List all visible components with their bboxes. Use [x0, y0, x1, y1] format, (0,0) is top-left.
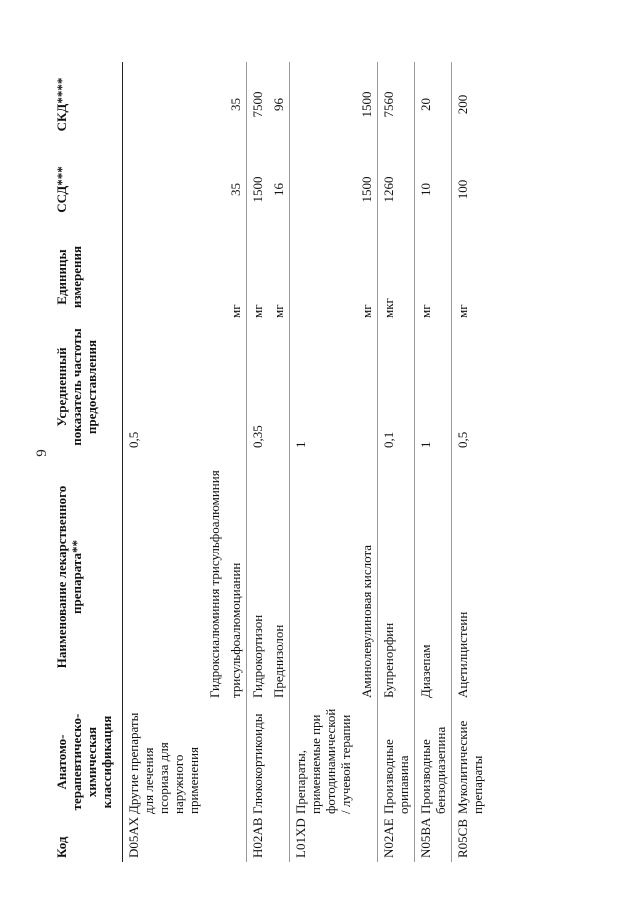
- row-drug-name: Аминолевулиновая кислота: [359, 544, 374, 698]
- row-code: L01XD: [290, 822, 357, 862]
- row-drug-name: Преднизолон: [271, 624, 286, 698]
- header-drug-name: Наименование лекарственного препарата**: [54, 485, 84, 669]
- row-frequency: 0,5: [123, 322, 205, 452]
- table-header-row: [50, 62, 123, 862]
- table-row: [123, 62, 205, 862]
- row-skd: 1500: [359, 91, 374, 118]
- row-ssd: 1500: [359, 176, 374, 203]
- row-code: D05AX: [123, 822, 205, 862]
- row-unit: мг: [228, 304, 243, 318]
- row-code: H02AB: [247, 822, 269, 862]
- row-ssd: 10: [415, 147, 452, 232]
- row-drug-name: [123, 452, 205, 702]
- header-frequency: Усредненный показатель частоты предоставления: [54, 328, 99, 446]
- row-skd: 20: [415, 62, 452, 147]
- header-classification: Анатомо-терапевтическо-химическая классификация: [54, 713, 114, 811]
- row-frequency: 1: [290, 322, 357, 452]
- row-skd: [123, 62, 205, 147]
- row-drug-name: [290, 452, 357, 702]
- row-unit: мг: [415, 232, 452, 322]
- row-ssd: 1260: [378, 147, 415, 232]
- row-drug-name: трисульфоалюмоцианин: [228, 562, 243, 698]
- table-row: [356, 62, 378, 862]
- table-row: [268, 62, 290, 862]
- table-row: [415, 62, 452, 862]
- table-row: [225, 62, 247, 862]
- row-unit: мкг: [378, 232, 415, 322]
- row-frequency: 0,1: [378, 322, 415, 452]
- header-code: Код: [54, 836, 69, 858]
- row-skd: 7500: [247, 62, 269, 147]
- row-skd: 7560: [378, 62, 415, 147]
- table-row: [204, 62, 225, 862]
- table-row: [247, 62, 269, 862]
- header-ssd: ССД***: [54, 166, 69, 213]
- row-unit: мг: [271, 304, 286, 318]
- row-skd: 96: [271, 98, 286, 111]
- row-frequency: 0,5: [452, 322, 489, 452]
- table-row: [378, 62, 415, 862]
- row-frequency: 0,35: [247, 322, 269, 452]
- row-ssd: 35: [228, 183, 243, 196]
- row-drug-name: Гидроксиалюминия трисульфоалюминия: [207, 470, 222, 698]
- row-classification: Глюкокортикоиды: [247, 702, 269, 822]
- row-ssd: 16: [271, 183, 286, 196]
- header-skd: СКД****: [54, 77, 69, 132]
- row-drug-name: Гидрокортизон: [247, 452, 269, 702]
- row-skd: 200: [452, 62, 489, 147]
- row-classification: Другие препараты для лечения псориаза для наружного применения: [123, 702, 205, 822]
- row-ssd: 100: [452, 147, 489, 232]
- row-unit: мг: [359, 304, 374, 318]
- rotated-table-container: [50, 62, 560, 862]
- row-code: N05BA: [415, 822, 452, 862]
- page-number: 9: [34, 449, 50, 457]
- row-drug-name: Диазепам: [415, 452, 452, 702]
- table-row: [452, 62, 489, 862]
- row-drug-name: Ацетилцистеин: [452, 452, 489, 702]
- row-drug-name: Бупренорфин: [378, 452, 415, 702]
- row-code: N02AE: [378, 822, 415, 862]
- row-unit: [123, 232, 205, 322]
- row-unit: мг: [452, 232, 489, 322]
- row-classification: Производные орипавина: [378, 702, 415, 822]
- row-code: R05CB: [452, 822, 489, 862]
- row-skd: 35: [228, 98, 243, 111]
- table-row: [290, 62, 357, 862]
- row-unit: мг: [247, 232, 269, 322]
- row-classification: Муколитические препараты: [452, 702, 489, 822]
- row-classification: Производные бензодиазепина: [415, 702, 452, 822]
- row-frequency: 1: [415, 322, 452, 452]
- row-ssd: 1500: [247, 147, 269, 232]
- drug-table: [50, 62, 488, 862]
- row-ssd: [123, 147, 205, 232]
- row-classification: Препараты, применяемые при фотодинамической / лучевой терапии: [290, 702, 357, 822]
- header-unit: Единицы измерения: [54, 245, 84, 309]
